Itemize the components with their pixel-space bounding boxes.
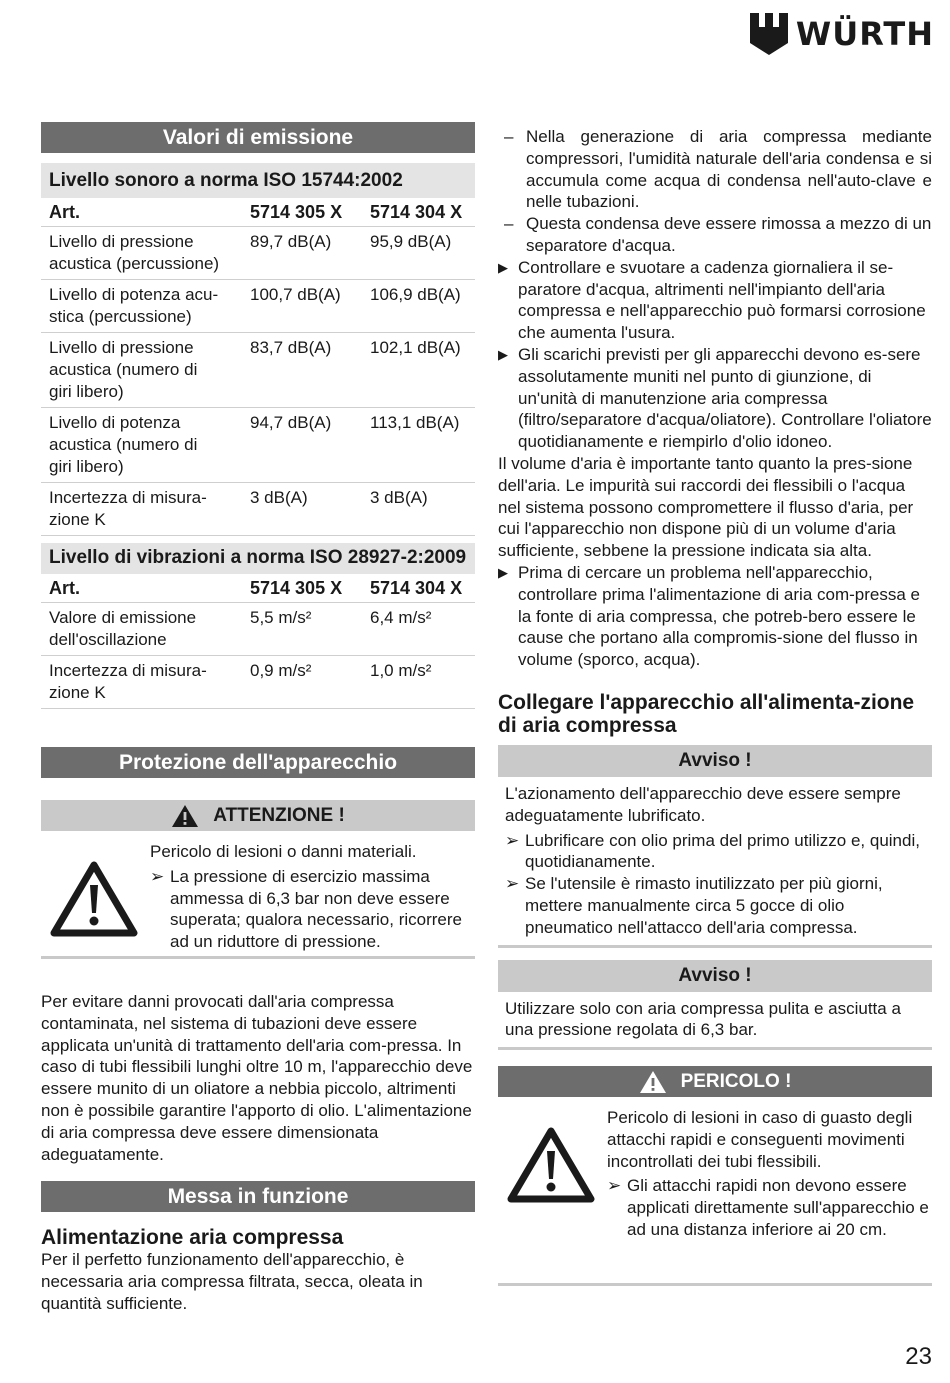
warning-triangle-icon: [639, 1070, 667, 1094]
table-cell: Incertezza di misura-zione K: [41, 656, 232, 709]
table-row: [41, 603, 475, 656]
notice-text: L'azionamento dell'apparecchio deve essere sempre adeguatamente lubrificato.: [505, 783, 901, 825]
table-cell: Valore di emissione dell'oscillazione: [41, 603, 232, 656]
danger-header: [498, 1066, 932, 1097]
triangle-right-icon: ▶: [498, 259, 508, 275]
notice-bullet-text: Lubrificare con olio prima del primo utilizzo e, quindi, quotidianamente.: [525, 830, 920, 872]
notice-box: [498, 992, 932, 1051]
table-cell: 106,9 dB(A): [362, 280, 475, 333]
attention-bullet: [150, 866, 472, 953]
table-row: [41, 333, 475, 408]
attention-box: [41, 831, 475, 959]
instruction-item: [498, 257, 932, 344]
table-cell: 3 dB(A): [362, 483, 475, 536]
wurth-logo-icon: [750, 13, 788, 55]
table-cell: 95,9 dB(A): [362, 227, 475, 280]
instruction-text: Gli scarichi previsti per gli apparecchi devono es-sere assolutamente muniti nel punto di giunzione, di un'unità di manutenzione aria compressa (filtro/separatore d'acqua/oliatore). Controllare l'oliatore quotidianamente e riempirlo d'olio idoneo.: [518, 344, 932, 452]
left-column: [41, 122, 475, 1315]
header-cell: 5714 305 X: [232, 574, 362, 603]
table-header-row: [41, 574, 475, 603]
table-cell: 5,5 m/s²: [232, 603, 362, 656]
dash-item: [498, 213, 932, 257]
danger-label: PERICOLO !: [680, 1071, 792, 1093]
sound-level-title: Livello sonoro a norma ISO 15744:2002: [41, 163, 475, 198]
page-number: 23: [905, 1343, 932, 1370]
chevron-right-icon: ➢: [607, 1176, 622, 1196]
table-cell: 89,7 dB(A): [232, 227, 362, 280]
table-row: [41, 408, 475, 483]
warning-triangle-icon: [171, 804, 199, 828]
connect-title: Collegare l'apparecchio all'alimenta-zione di aria compressa: [498, 690, 915, 737]
danger-text: Pericolo di lesioni in caso di guasto degli attacchi rapidi e conseguenti movimenti incontrollati dei tubi flessibili.: [607, 1108, 913, 1171]
header-cell: 5714 304 X: [362, 574, 475, 603]
right-column: [498, 126, 932, 1286]
table-cell: 94,7 dB(A): [232, 408, 362, 483]
instruction-item: [498, 562, 932, 671]
sound-table: [41, 198, 475, 536]
table-row: [41, 483, 475, 536]
danger-bullet-text: Gli attacchi rapidi non devono essere applicati direttamente sull'apparecchio e ad una distanza inferiore ai 20 cm.: [627, 1176, 929, 1240]
table-row: [41, 656, 475, 709]
notice-header: Avviso !: [498, 960, 932, 992]
danger-bullet: [607, 1175, 929, 1240]
triangle-right-icon: ▶: [498, 346, 508, 362]
table-cell: Livello di potenza acustica (numero di giri libero): [41, 408, 232, 483]
chevron-right-icon: ➢: [505, 874, 520, 894]
air-volume-paragraph: Il volume d'aria è importante tanto quanto la pres-sione dell'aria. Le impurità sui raccordi dei flessibili o l'acqua nel sistema possono compromettere il flusso d'aria, per cui l'apparecchio non dispone più di un volume d'aria sufficiente, sebbene la pressione indicata sia alta.: [498, 453, 914, 561]
air-supply-paragraph: Per il perfetto funzionamento dell'apparecchio, è necessaria aria compressa filtrata, secca, oleata in quantità sufficiente.: [41, 1250, 423, 1313]
danger-box: [498, 1097, 932, 1286]
table-cell: 3 dB(A): [232, 483, 362, 536]
notice-bullet: [505, 830, 924, 874]
table-cell: 0,9 m/s²: [232, 656, 362, 709]
dash-item-text: Nella generazione di aria compressa mediante compressori, l'umidità naturale dell'aria condensa e si accumula come acqua di condensa nell'auto-clave e nelle tubazioni.: [526, 127, 932, 212]
header-cell: Art.: [41, 574, 232, 603]
notice-box: [498, 777, 932, 948]
triangle-right-icon: ▶: [498, 564, 508, 580]
table-cell: 113,1 dB(A): [362, 408, 475, 483]
vibration-level-title: Livello di vibrazioni a norma ISO 28927-2:2009: [41, 543, 475, 574]
attention-bullet-text: La pressione di esercizio massima ammessa di 6,3 bar non deve essere superata; qualora necessario, ricorrere ad un riduttore di pressione.: [170, 866, 462, 952]
protection-paragraph: Per evitare danni provocati dall'aria compressa contaminata, nel sistema di tubazioni deve essere applicata un'unità di trattamento dell'aria com-pressa. In caso di tubi flessibili lunghi oltre 10 m, l'apparecchio deve essere munito di un oliatore a nebbia piccolo, altrimenti non è possibile garantire l'apporto di olio. L'alimentazione di aria compressa deve essere dimensionata adeguatamente.: [41, 992, 473, 1164]
dash-marker: –: [504, 214, 514, 234]
wurth-logo: [750, 12, 934, 56]
table-cell: Livello di pressione acustica (numero di giri libero): [41, 333, 232, 408]
header-cell: Art.: [41, 198, 232, 227]
table-cell: Incertezza di misura-zione K: [41, 483, 232, 536]
attention-header: [41, 800, 475, 831]
emission-title: Valori di emissione: [41, 122, 475, 153]
protection-title: Protezione dell'apparecchio: [41, 747, 475, 778]
header-cell: 5714 305 X: [232, 198, 362, 227]
table-cell: Livello di pressione acustica (percussione): [41, 227, 232, 280]
table-cell: Livello di potenza acu-stica (percussione): [41, 280, 232, 333]
dash-item: [498, 126, 932, 213]
table-row: [41, 227, 475, 280]
notice-text: Utilizzare solo con aria compressa pulita e asciutta a una pressione regolata di 6,3 bar.: [505, 998, 901, 1040]
brand-name: WÜRTH: [795, 15, 934, 53]
table-cell: 83,7 dB(A): [232, 333, 362, 408]
attention-text: Pericolo di lesioni o danni materiali.: [150, 842, 417, 861]
instruction-item: [498, 344, 932, 453]
air-supply-title: Alimentazione aria compressa: [41, 1226, 344, 1250]
table-cell: 100,7 dB(A): [232, 280, 362, 333]
notice-bullet: [505, 873, 924, 938]
instruction-text: Prima di cercare un problema nell'apparecchio, controllare prima l'alimentazione di aria com-pressa e la fonte di aria compressa, che potreb-bero essere le cause che portano alla compromis-sione del flusso in volume (sporco, acqua).: [518, 562, 920, 670]
table-cell: 1,0 m/s²: [362, 656, 475, 709]
table-cell: 102,1 dB(A): [362, 333, 475, 408]
table-cell: 6,4 m/s²: [362, 603, 475, 656]
chevron-right-icon: ➢: [150, 866, 165, 886]
dash-item-text: Questa condensa deve essere rimossa a mezzo di un separatore d'acqua.: [526, 214, 932, 255]
vibration-table: [41, 574, 475, 709]
notice-bullet-text: Se l'utensile è rimasto inutilizzato per più giorni, mettere manualmente circa 5 gocce di olio pneumatico nell'attacco dell'aria compressa.: [525, 874, 883, 937]
warning-triangle-icon: [506, 1125, 596, 1205]
startup-title: Messa in funzione: [41, 1181, 475, 1212]
table-row: [41, 280, 475, 333]
dash-marker: –: [504, 127, 514, 146]
instruction-text: Controllare e svuotare a cadenza giornaliera il se-paratore d'acqua, altrimenti nell'impianto dell'aria compressa e nell'apparecchio può formarsi corrosione che aumenta l'usura.: [518, 257, 926, 343]
attention-label: ATTENZIONE !: [213, 805, 345, 826]
warning-triangle-icon: [49, 859, 139, 939]
table-header-row: [41, 198, 475, 227]
notice-header: Avviso !: [498, 745, 932, 777]
header-cell: 5714 304 X: [362, 198, 475, 227]
chevron-right-icon: ➢: [505, 830, 520, 850]
